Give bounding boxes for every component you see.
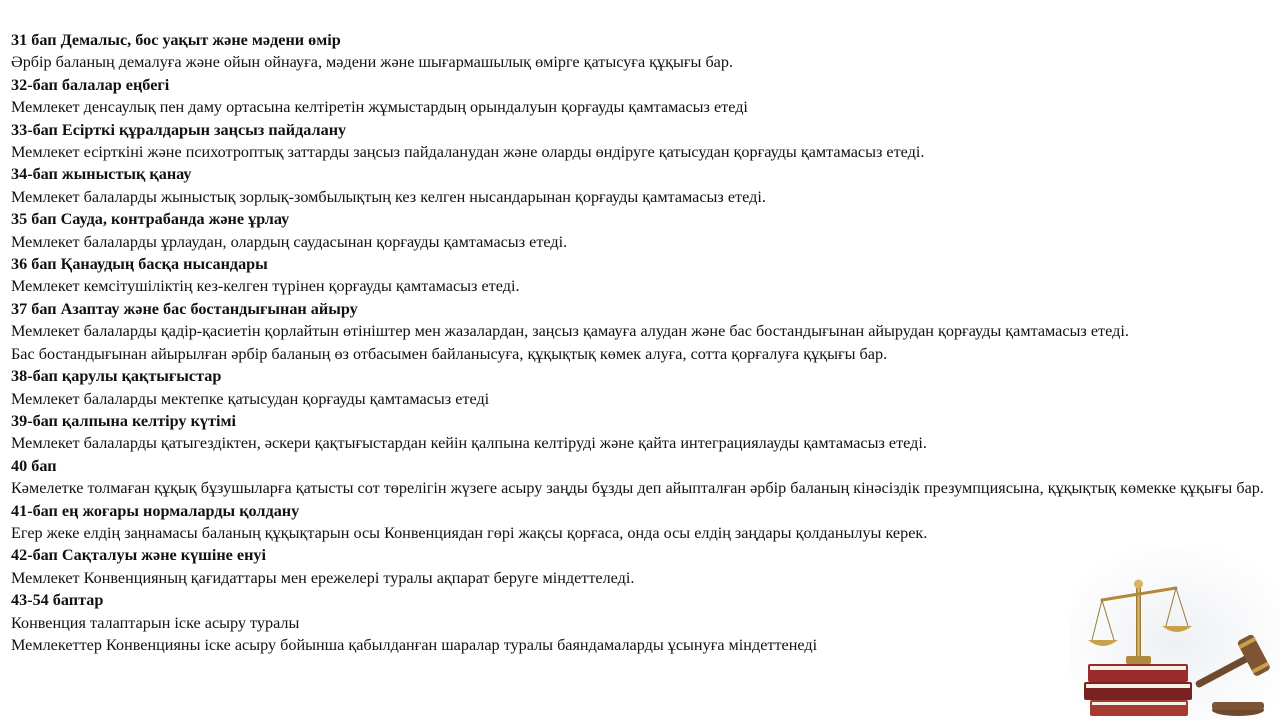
article-heading: 32-бап балалар еңбегі — [11, 75, 170, 94]
article-text: Мемлекет балаларды қадір-қасиетін қорлайтын өтініштер мен жазалардан, заңсыз қамауға алудан және бас бостандығынан айырудан қорғауды қамтамасыз етеді. — [11, 322, 1129, 341]
article-text: Мемлекет балаларды жыныстық зорлық-зомбылықтың кез келген нысандарынан қорғауды қамтамасыз етеді. — [11, 187, 766, 206]
article-heading: 43-54 баптар — [11, 591, 104, 610]
article-text: Мемлекет балаларды мектепке қатысудан қорғауды қамтамасыз етеді — [11, 389, 490, 408]
article-heading: 33-бап Есірткі құралдарын заңсыз пайдалану — [11, 120, 347, 139]
article-heading: 39-бап қалпына келтіру күтімі — [11, 411, 236, 430]
article-text: Мемлекет Конвенцияның қағидаттары мен ережелері туралы ақпарат беруге міндеттеледі. — [11, 568, 635, 587]
article-heading: 31 бап Демалыс, бос уақыт және мәдени өмір — [11, 31, 341, 49]
article-text: Мемлекеттер Конвенцияны іске асыру бойынша қабылданған шаралар туралы баяндамаларды ұсынуға міндеттенеді — [11, 635, 818, 654]
article-heading: 36 бап Қанаудың басқа нысандары — [11, 255, 268, 274]
article-text: Кәмелетке толмаған құқық бұзушыларға қатысты сот төрелігін жүзеге асыру заңды бұзды деп айыпталған әрбір баланың кінәсіздік презумпциясына, құқықтық көмекке құқығы бар. — [11, 479, 1264, 498]
article-text: Мемлекет есірткіні және психотроптық заттарды заңсыз пайдаланудан және оларды өндіруге қатысудан қорғауды қамтамасыз етеді. — [11, 143, 925, 162]
scales-of-justice-icon — [1070, 548, 1280, 720]
article-text: Әрбір баланың демалуға және ойын ойнауға, мәдени және шығармашылық өмірге қатысуға құқығы бар. — [11, 53, 734, 72]
article-heading: 41-бап ең жоғары нормаларды қолдану — [11, 501, 300, 520]
article-heading: 34-бап жыныстық қанау — [11, 165, 192, 184]
article-text: Мемлекет балаларды қатыгездіктен, әскери қақтығыстардан кейін қалпына келтіруді және қайта интеграциялауды қамтамасыз етеді. — [11, 434, 927, 453]
article-heading: 42-бап Сақталуы және күшіне енуі — [11, 546, 267, 565]
article-text: Мемлекет кемсітушіліктің кез-келген түрінен қорғауды қамтамасыз етеді. — [11, 277, 520, 296]
article-text: Егер жеке елдің заңнамасы баланың құқықтарын осы Конвенциядан гөрі жақсы қорғаса, онда осы елдің заңдары қолданылуы керек. — [11, 523, 928, 542]
article-text: Мемлекет балаларды ұрлаудан, олардың саудасынан қорғауды қамтамасыз етеді. — [11, 232, 568, 251]
article-text: Мемлекет денсаулық пен даму ортасына келтіретін жұмыстардың орындалуын қорғауды қамтамасыз етеді — [11, 98, 748, 117]
article-text: Конвенция талаптарын іске асыру туралы — [11, 613, 300, 632]
article-heading: 40 бап — [11, 456, 57, 475]
article-text: Бас бостандығынан айырылған әрбір баланың өз отбасымен байланысуға, құқықтық көмек алуға, сотта қорғалуға құқығы бар. — [11, 344, 888, 363]
article-heading: 38-бап қарулы қақтығыстар — [11, 367, 222, 386]
article-heading: 37 бап Азаптау және бас бостандығынан айыру — [11, 299, 358, 318]
article-heading: 35 бап Сауда, контрабанда және ұрлау — [11, 210, 290, 229]
